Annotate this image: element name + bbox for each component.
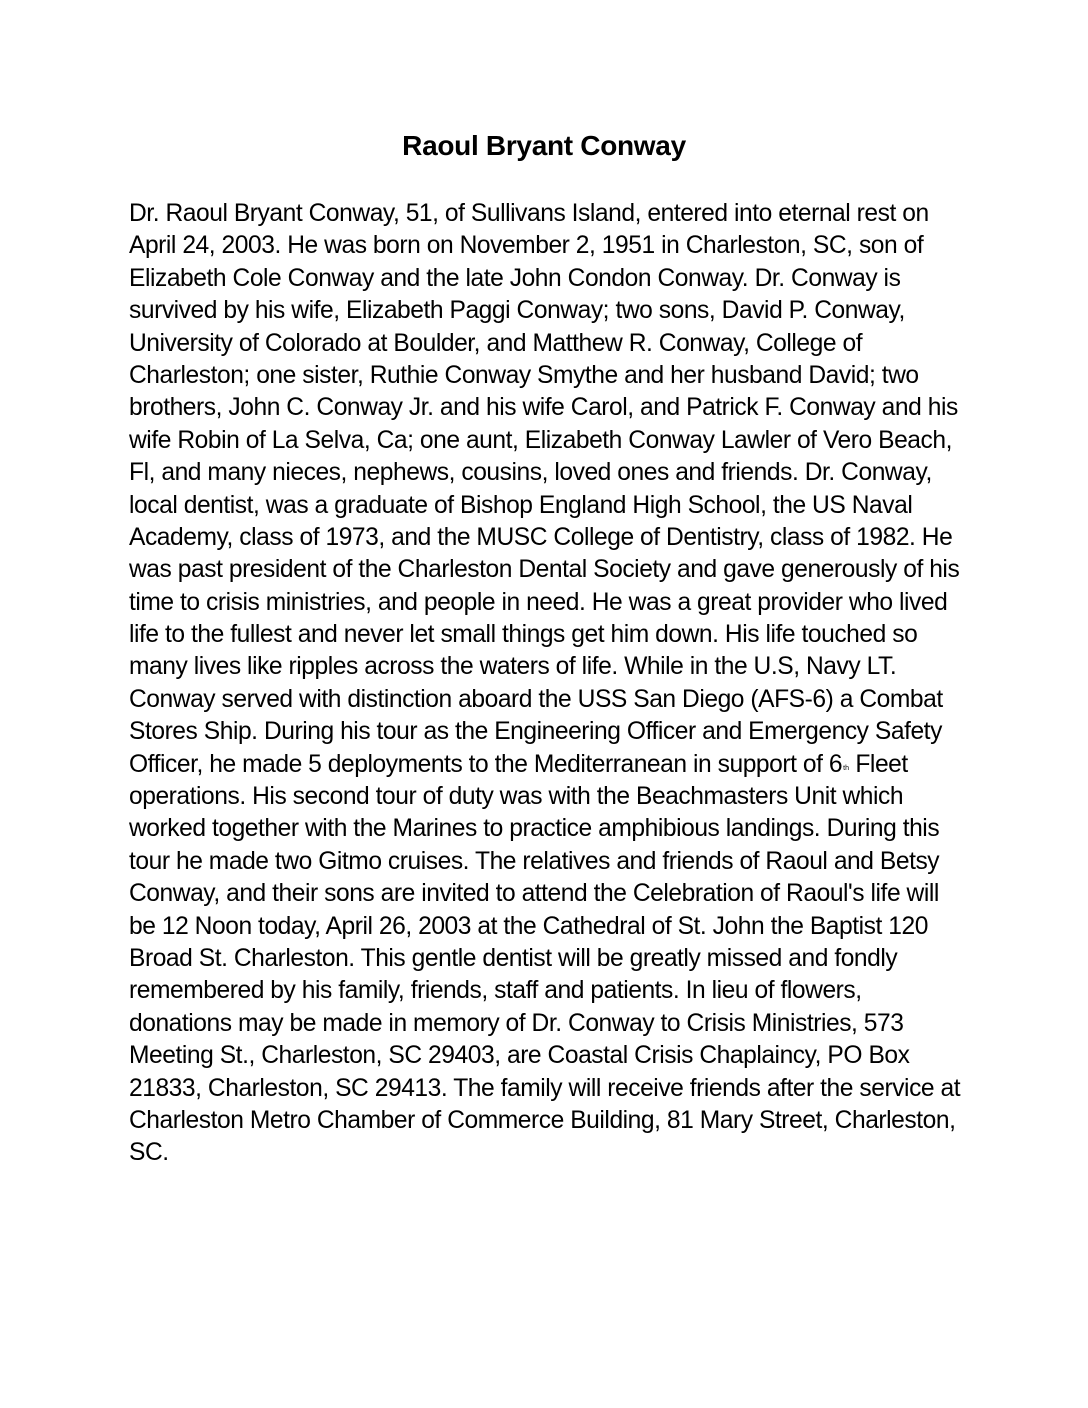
body-line: local dentist, was a graduate of Bishop England High School, the US Naval [129,491,913,519]
body-line: SC. [129,1139,169,1167]
body-line: 21833, Charleston, SC 29413. The family will receive friends after the service at [129,1074,961,1102]
body-line: tour he made two Gitmo cruises. The relatives and friends of Raoul and Betsy [129,847,940,875]
body-line: worked together with the Marines to practice amphibious landings. During this [129,815,940,843]
body-line: Broad St. Charleston. This gentle dentist will be greatly missed and fondly [129,944,898,972]
obituary-body [129,198,979,1170]
body-line: was past president of the Charleston Dental Society and gave generously of his [129,556,960,584]
body-line: brothers, John C. Conway Jr. and his wife Carol, and Patrick F. Conway and his [129,394,958,422]
body-line: Conway served with distinction aboard the USS San Diego (AFS-6) a Combat [129,685,943,713]
body-line: Meeting St., Charleston, SC 29403, are Coastal Crisis Chaplaincy, PO Box [129,1042,910,1070]
page-title: Raoul Bryant Conway [402,130,686,161]
body-line: survived by his wife, Elizabeth Paggi Conway; two sons, David P. Conway, [129,297,905,325]
body-line: remembered by his family, friends, staff and patients. In lieu of flowers, [129,977,862,1005]
ordinal-superscript: th [843,764,849,772]
body-line: be 12 Noon today, April 26, 2003 at the Cathedral of St. John the Baptist 120 [129,912,928,940]
body-line: University of Colorado at Boulder, and Matthew R. Conway, College of [129,329,863,357]
body-line: Academy, class of 1973, and the MUSC College of Dentistry, class of 1982. He [129,523,953,551]
body-line: donations may be made in memory of Dr. Conway to Crisis Ministries, 573 [129,1009,904,1037]
body-line: wife Robin of La Selva, Ca; one aunt, Elizabeth Conway Lawler of Vero Beach, [129,426,952,454]
body-line: Fl, and many nieces, nephews, cousins, loved ones and friends. Dr. Conway, [129,459,932,487]
body-line: Elizabeth Cole Conway and the late John Condon Conway. Dr. Conway is [129,264,901,292]
body-line: time to crisis ministries, and people in need. He was a great provider who lived [129,588,948,616]
body-line-part: Officer, he made 5 deployments to the Mediterranean in support of 6 [129,750,843,778]
body-line: Dr. Raoul Bryant Conway, 51, of Sullivans Island, entered into eternal rest on [129,200,929,227]
body-line: many lives like ripples across the waters of life. While in the U.S, Navy LT. [129,653,897,681]
body-line: life to the fullest and never let small things get him down. His life touched so [129,621,918,649]
body-line: Conway, and their sons are invited to attend the Celebration of Raoul's life will [129,880,939,908]
body-line-part: Fleet [848,750,908,778]
body-line: Charleston; one sister, Ruthie Conway Smythe and her husband David; two [129,361,919,389]
body-line-fleet [129,749,979,781]
body-line: Stores Ship. During his tour as the Engineering Officer and Emergency Safety [129,718,942,746]
body-line: Charleston Metro Chamber of Commerce Building, 81 Mary Street, Charleston, [129,1106,956,1134]
body-line: operations. His second tour of duty was with the Beachmasters Unit which [129,783,904,811]
body-line: April 24, 2003. He was born on November 2, 1951 in Charleston, SC, son of [129,232,924,260]
